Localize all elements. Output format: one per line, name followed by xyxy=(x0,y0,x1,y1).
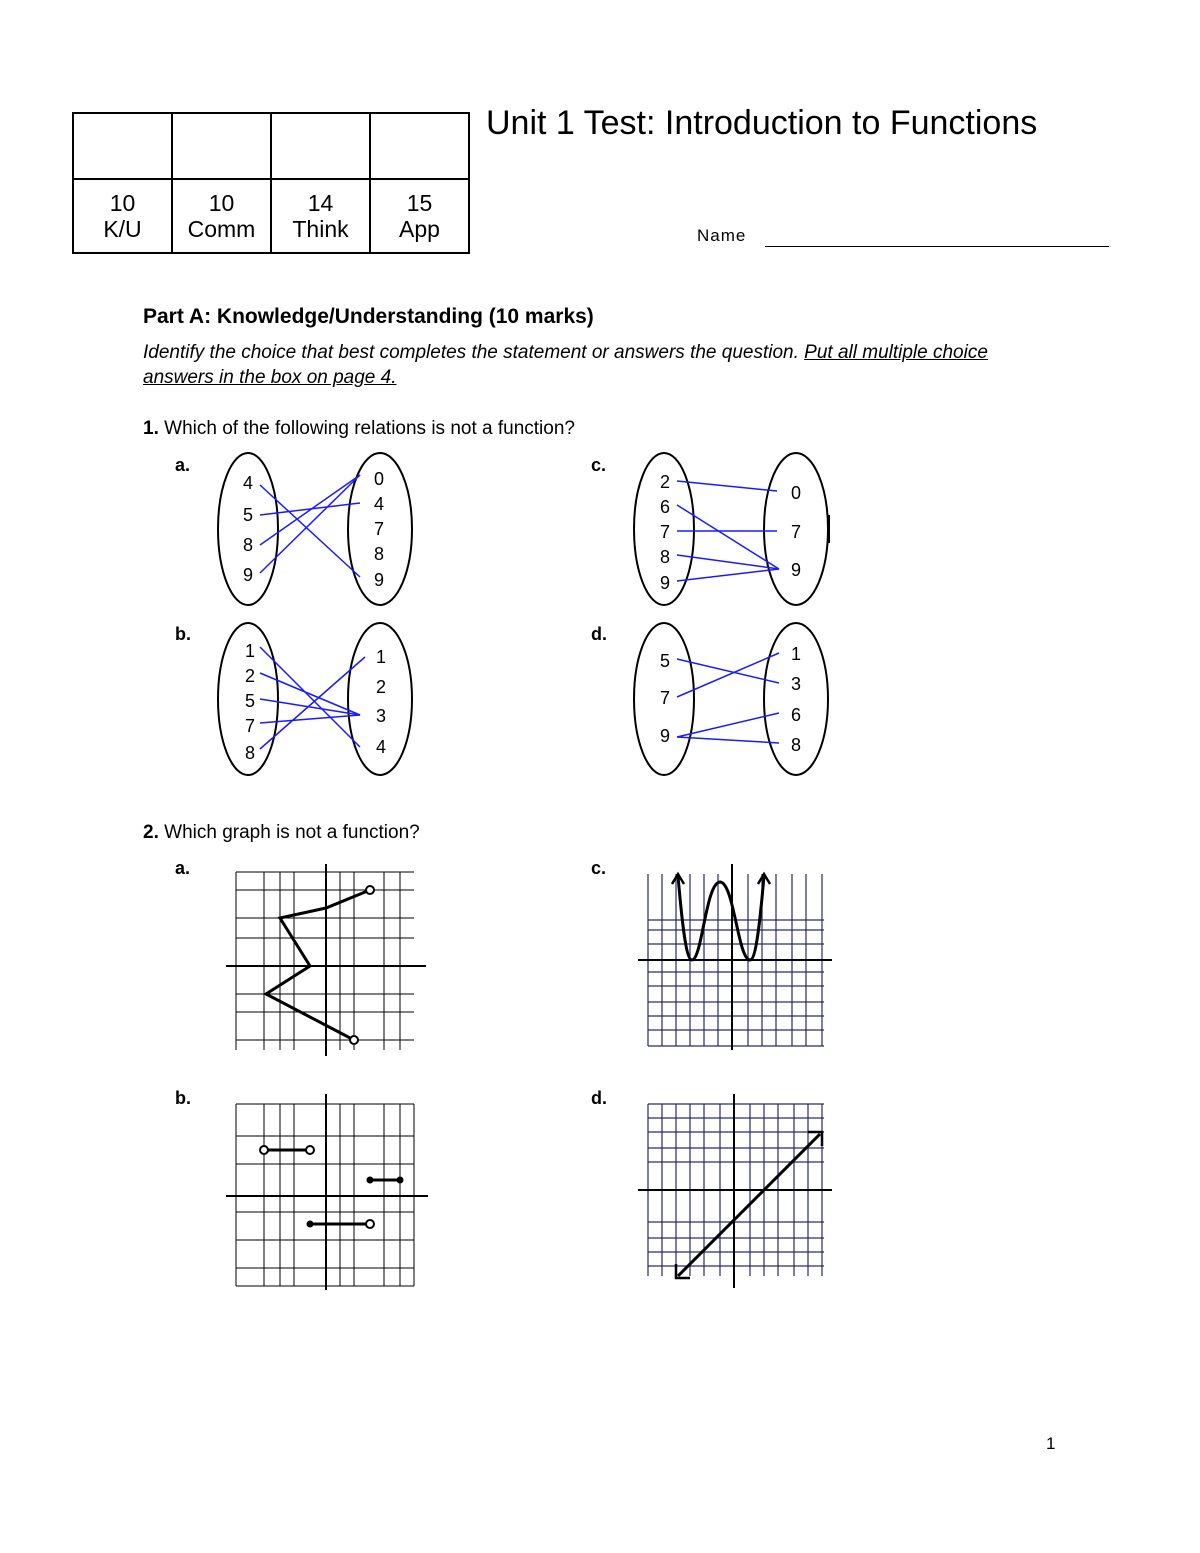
range-value: 7 xyxy=(373,519,385,539)
open-point xyxy=(260,1146,268,1154)
option-label[interactable]: d. xyxy=(591,624,607,644)
arrow-7-3 xyxy=(260,715,360,723)
score-cell-ku[interactable] xyxy=(73,113,172,179)
range-value: 6 xyxy=(790,705,802,725)
domain-value: 5 xyxy=(244,691,256,711)
range-value: 1 xyxy=(790,644,802,664)
arrow-5-4 xyxy=(260,503,360,515)
mapping-diagram-b xyxy=(205,615,425,785)
domain-value: 1 xyxy=(244,641,256,661)
range-value: 2 xyxy=(375,677,387,697)
graph-b xyxy=(222,1090,432,1295)
arrow-8-9 xyxy=(677,555,779,569)
range-value: 9 xyxy=(373,570,385,590)
open-point xyxy=(350,1036,358,1044)
open-point xyxy=(366,886,374,894)
option-label[interactable]: a. xyxy=(175,455,191,475)
option-label[interactable]: c. xyxy=(591,858,607,878)
domain-value: 7 xyxy=(659,688,671,708)
question-number: 1. xyxy=(143,418,159,439)
option-label[interactable]: c. xyxy=(591,455,607,475)
graph-line xyxy=(678,1134,820,1276)
domain-value: 9 xyxy=(242,565,254,585)
domain-value: 9 xyxy=(659,573,671,593)
range-value: 1 xyxy=(375,647,387,667)
domain-value: 5 xyxy=(242,505,254,525)
domain-value: 2 xyxy=(659,472,671,492)
marks-cell: 14 Think xyxy=(271,179,370,253)
graph-d xyxy=(636,1092,836,1292)
domain-value: 7 xyxy=(244,716,256,736)
range-value: 3 xyxy=(375,706,387,726)
range-value: 9 xyxy=(790,560,802,580)
marks-cell: 10 Comm xyxy=(172,179,271,253)
closed-point xyxy=(367,1177,374,1184)
score-cell-app[interactable] xyxy=(370,113,469,179)
option-label[interactable]: d. xyxy=(591,1088,607,1108)
arrow-5-3 xyxy=(260,699,360,715)
instructions xyxy=(143,340,1063,390)
mapping-diagram-c xyxy=(622,445,842,615)
open-point xyxy=(306,1146,314,1154)
range-value: 3 xyxy=(790,674,802,694)
question-text: Which of the following relations is not a function? xyxy=(164,418,575,439)
score-cell-comm[interactable] xyxy=(172,113,271,179)
question-1 xyxy=(143,418,575,440)
graph-c xyxy=(636,862,836,1052)
range-value: 0 xyxy=(373,469,385,489)
range-value: 0 xyxy=(790,483,802,503)
graph-a xyxy=(222,860,432,1060)
marks-table xyxy=(72,112,470,254)
range-value: 4 xyxy=(375,737,387,757)
name-field[interactable] xyxy=(765,246,1109,247)
open-point xyxy=(366,1220,374,1228)
option-label[interactable]: b. xyxy=(175,1088,191,1108)
domain-value: 7 xyxy=(659,522,671,542)
arrow-9-0 xyxy=(260,475,360,573)
instruction-underlined: Put all multiple choice answers in the box on page 4. xyxy=(143,342,988,388)
instruction-text: Identify the choice that best completes the statement or answers the question. xyxy=(143,342,799,363)
domain-value: 8 xyxy=(659,547,671,567)
arrow-9-9 xyxy=(677,569,779,581)
domain-value: 8 xyxy=(242,535,254,555)
question-text: Which graph is not a function? xyxy=(164,822,420,843)
option-label[interactable]: a. xyxy=(175,858,191,878)
range-value: 8 xyxy=(790,735,802,755)
page-title: Unit 1 Test: Introduction to Functions xyxy=(486,104,1038,142)
arrow-2-3 xyxy=(260,673,360,715)
domain-value: 9 xyxy=(659,726,671,746)
range-value: 7 xyxy=(790,522,802,542)
name-label: Name xyxy=(697,226,747,245)
domain-value: 2 xyxy=(244,666,256,686)
domain-value: 4 xyxy=(242,473,254,493)
part-a-heading: Part A: Knowledge/Understanding (10 marks) xyxy=(143,305,594,328)
question-2 xyxy=(143,822,420,844)
domain-value: 5 xyxy=(659,651,671,671)
range-value: 8 xyxy=(373,544,385,564)
curve xyxy=(678,876,764,960)
domain-value: 6 xyxy=(659,497,671,517)
option-label[interactable]: b. xyxy=(175,624,191,644)
range-value: 4 xyxy=(373,494,385,514)
domain-value: 8 xyxy=(244,743,256,763)
mapping-diagram-d xyxy=(622,615,842,785)
score-cell-think[interactable] xyxy=(271,113,370,179)
arrow-8-0 xyxy=(260,475,360,545)
mapping-diagram-a xyxy=(205,445,425,615)
closed-point xyxy=(397,1177,404,1184)
arrow-9-8 xyxy=(677,737,779,743)
arrow-2-0 xyxy=(677,481,777,491)
page-number: 1 xyxy=(1046,1434,1056,1453)
question-number: 2. xyxy=(143,822,159,843)
marks-cell: 10 K/U xyxy=(73,179,172,253)
marks-cell: 15 App xyxy=(370,179,469,253)
closed-point xyxy=(307,1221,314,1228)
